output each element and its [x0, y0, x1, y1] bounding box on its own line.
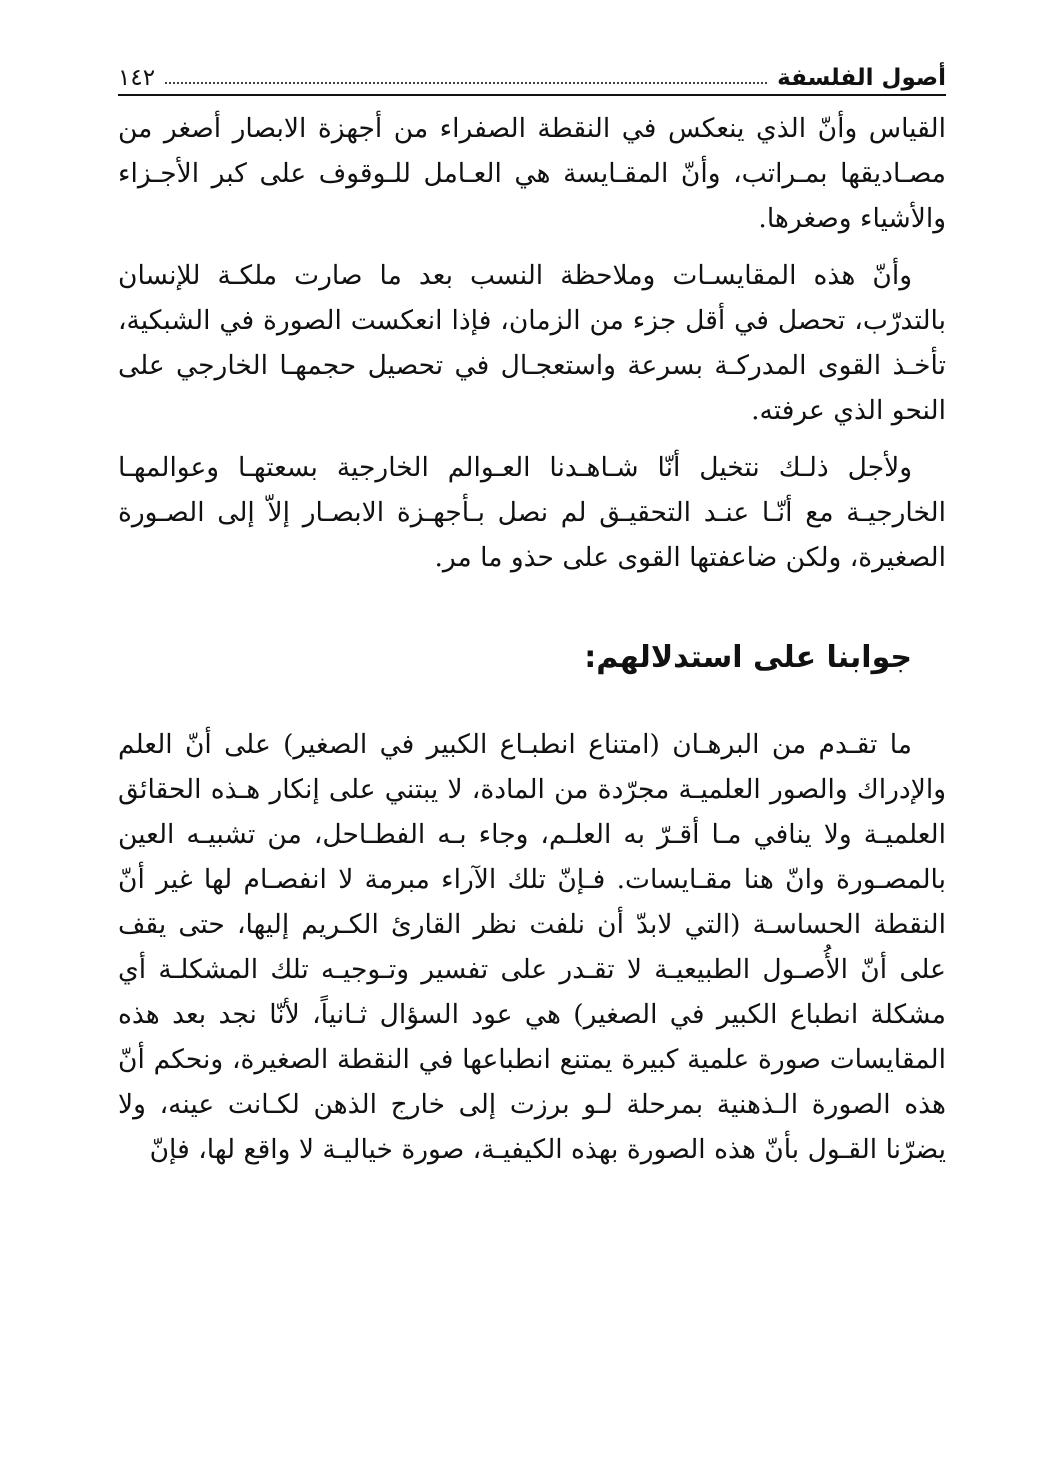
paragraph-2: وأنّ هذه المقايسـات وملاحظة النسب بعد ما صارت ملكـة للإنسان بالتدرّب، تحصل في أقل جزء من الزمان، فإذا انعكست الصورة في الشبكية، تأخـذ القوى المدركـة بسرعة واستعجـال في تحصيل حجمهـا الخارجي على النحو الذي عرفته.	[118, 260, 946, 426]
paragraph-4: ما تقـدم من البرهـان (امتناع انطبـاع الكبير في الصغير) على أنّ العلم والإدراك والصور العلميـة مجرّدة من المادة، لا يبتني على إنكار هـذه الحقائق العلميـة ولا ينافي مـا أقـرّ به العلـم، وجاء بـه الفطـاحل، من تشبيـه العين بالمصـورة وانّ هنا مقـايسات. فـإنّ تلك الآراء مبرمة لا انفصـام لها غير أنّ النقطة الحساسـة (التي لابدّ أن نلفت نظر القارئ الكـريم إليها، حتى يقف على أنّ الأُصـول الطبيعيـة لا تقـدر على تفسير وتـوجيـه تلك المشكلـة أي مشكلة انطباع الكبير في الصغير) هي عود السؤال ثـانياً، لأنّا نجد بعد هذه المقايسات صورة علمية كبيرة يمتنع انطباعها في النقطة الصغيرة، ونحكم أنّ هذه الصورة الـذهنية بمرحلة لـو برزت إلى خارج الذهن لكـانت عينه، ولا يضرّنا القـول بأنّ هذه الصورة بهذه الكيفيـة، صورة خياليـة لا واقع لها، فإنّ	[118, 729, 946, 1165]
body-text	[118, 106, 946, 1172]
header-title: أصول الفلسفة	[777, 65, 946, 91]
paragraph-3: ولأجل ذلـك نتخيل أنّا شـاهـدنا العـوالم الخارجية بسعتهـا وعوالمهـا الخارجيـة مع أنّـا عنـد التحقيـق لم نصل بـأجهـزة الابصـار إلاّ إلى الصـورة الصغيرة، ولكن ضاعفتها القوى على حذو ما مر.	[118, 452, 946, 573]
paragraph-gap	[118, 433, 946, 445]
heading-gap	[118, 682, 946, 722]
section-heading: جوابنا على استدلالهم:	[584, 640, 912, 675]
header-dotted-leader	[165, 82, 767, 84]
paragraph-gap	[118, 241, 946, 253]
paragraph-1: القياس وأنّ الذي ينعكس في النقطة الصفراء من أجهزة الابصار أصغر من مصـاديقها بمـراتب، وأنّ المقـايسة هي العـامل للـوقوف على كبر الأجـزاء والأشياء وصغرها.	[118, 113, 946, 234]
running-header	[118, 52, 946, 96]
page-number: ١٤٢	[118, 65, 156, 91]
